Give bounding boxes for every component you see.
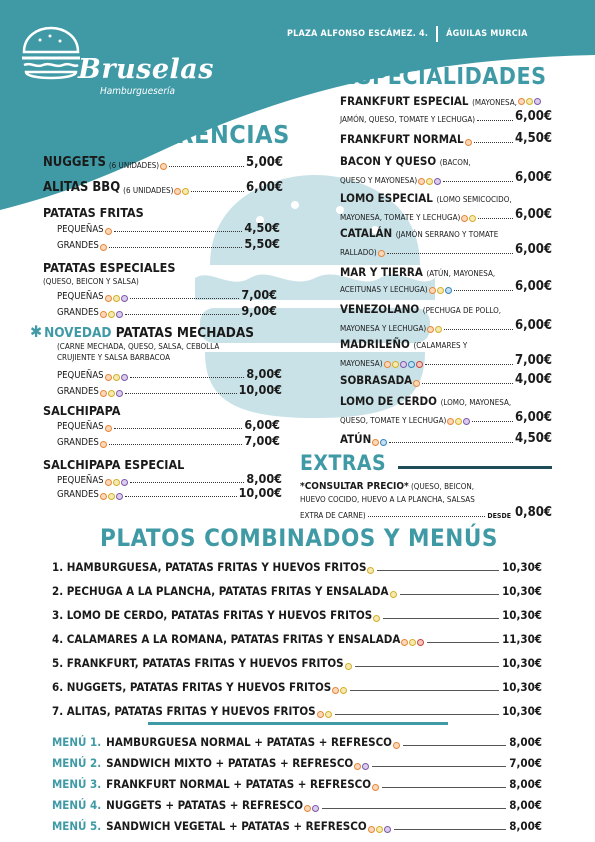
sugerencias-title: SUGERENCIAS: [106, 120, 290, 149]
leader-line: [322, 808, 506, 809]
leader-dots: [444, 329, 513, 330]
allergen-icon: [469, 215, 476, 222]
allergen-icon: [368, 826, 375, 833]
patatas-fritas-heading: PATATAS FRITAS: [43, 205, 144, 220]
item-detail: MAYONESA, TOMATE Y LECHUGA): [340, 213, 461, 222]
allergen-icon: [105, 295, 112, 302]
allergen-icon: [105, 228, 112, 235]
leader-line: [355, 666, 499, 667]
item-price: 10,30€: [502, 584, 542, 598]
patatas-especiales-heading: PATATAS ESPECIALES: [43, 260, 176, 275]
menu-label: MENÚ 1.: [52, 735, 102, 749]
item-detail: (MAYONESA,: [472, 98, 517, 107]
item-price: 10,30€: [502, 680, 542, 694]
item-price: 6,00€: [515, 279, 552, 294]
menu-1: [52, 735, 542, 749]
leader-dots: [125, 393, 237, 394]
leader-line: [372, 766, 506, 767]
allergen-icon: [413, 380, 420, 387]
extras-desde: DESDE: [487, 512, 511, 520]
item-detail: QUESO Y MAYONESA): [340, 176, 418, 185]
menu-item-alitas: [43, 180, 283, 195]
item-name: SOBRASADA: [340, 373, 413, 387]
novedad-heading: [30, 322, 254, 341]
combo-label: 6. NUGGETS, PATATAS FRITAS Y HUEVOS FRITOS: [52, 680, 332, 694]
leader-line: [382, 787, 506, 788]
item-price: 6,00€: [246, 180, 283, 195]
leader-dots: [109, 247, 243, 248]
esp-madrileno-heading: [340, 337, 467, 351]
allergen-icon: [384, 361, 391, 368]
allergen-icon: [304, 805, 311, 812]
leader-dots: [478, 218, 513, 219]
item-price: 10,30€: [502, 560, 542, 574]
esp-lomo-especial: [340, 207, 552, 222]
item-name: FRANKFURT NORMAL: [340, 132, 464, 146]
bruselas-logo: [16, 18, 215, 98]
item-price: 10,30€: [502, 704, 542, 718]
combo-label: 3. LOMO DE CERDO, PATATAS FRITAS Y HUEVOS FRITOS: [52, 608, 373, 622]
allergen-icon: [418, 178, 425, 185]
menu-4: [52, 798, 542, 812]
item-detail: ACEITUNAS Y LECHUGA): [340, 285, 428, 294]
item-price: 9,00€: [241, 303, 277, 318]
leader-dots: [125, 314, 240, 315]
item-price: 6,00€: [244, 417, 280, 432]
item-price: 10,00€: [238, 485, 282, 500]
combo-item-5: [52, 656, 542, 670]
salchipapa-especial-pequenas: [57, 471, 282, 486]
item-price: 8,00€: [246, 471, 282, 486]
item-name: FRANKFURT ESPECIAL: [340, 94, 469, 108]
item-detail: (PECHUGA DE POLLO,: [422, 306, 502, 315]
leader-line: [394, 829, 507, 830]
allergen-icon: [116, 493, 123, 500]
allergen-icon: [100, 311, 107, 318]
patatas-especiales-grandes: [57, 303, 277, 318]
item-price: 0,80€: [515, 505, 552, 520]
address-bar: [287, 26, 528, 42]
item-detail: (LOMO, MAYONESA,: [440, 398, 512, 407]
combo-item-4: [52, 632, 542, 646]
item-price: 11,30€: [502, 632, 542, 646]
combo-label: 5. FRANKFURT, PATATAS FRITAS Y HUEVOS FRITOS: [52, 656, 344, 670]
esp-lomo-cerdo: [340, 410, 552, 425]
allergen-icon: [108, 311, 115, 318]
allergen-icon: [380, 439, 387, 446]
item-price: 7,00€: [241, 287, 277, 302]
menu-label: MENÚ 3.: [52, 777, 102, 791]
item-price: 6,00€: [515, 410, 552, 425]
extras-line-3: [300, 505, 552, 520]
address-separator: [436, 26, 438, 42]
combo-label: 1. HAMBURGUESA, PATATAS FRITAS Y HUEVOS FRITOS: [52, 560, 367, 574]
allergen-icon: [376, 826, 383, 833]
item-price: 6,00€: [515, 170, 552, 185]
esp-lomo-especial-heading: [340, 191, 512, 205]
leader-dots: [130, 298, 240, 299]
item-name: LOMO DE CERDO: [340, 394, 437, 408]
menu-desc: NUGGETS + PATATAS + REFRESCO: [106, 798, 304, 812]
salchipapa-heading: SALCHIPAPA: [43, 403, 121, 418]
item-price: 5,00€: [246, 155, 283, 170]
esp-sobrasada: [340, 372, 552, 387]
menu-3: [52, 777, 542, 791]
allergen-icon: [401, 639, 408, 646]
extras-consultar: *CONSULTAR PRECIO*: [300, 481, 409, 492]
salchipapa-especial-grandes: [57, 485, 282, 500]
allergen-icon: [100, 244, 107, 251]
item-detail: (ATÚN, MAYONESA,: [426, 269, 496, 278]
allergen-icon: [362, 763, 369, 770]
allergen-icon: [100, 441, 107, 448]
leader-line: [400, 594, 500, 595]
item-detail: JAMÓN, QUESO, TOMATE Y LECHUGA): [340, 115, 476, 124]
patatas-especiales-pequenas: [57, 287, 277, 302]
allergen-icon: [445, 287, 452, 294]
item-price: 8,00€: [246, 366, 282, 381]
menu-desc: HAMBURGUESA NORMAL + PATATAS + REFRESCO: [106, 735, 392, 749]
leader-dots: [114, 231, 243, 232]
item-name: VENEZOLANO: [340, 302, 420, 316]
item-price: 10,30€: [502, 608, 542, 622]
item-price: 10,30€: [502, 656, 542, 670]
item-name: PATATAS MECHADAS: [115, 325, 255, 341]
allergen-icon: [400, 361, 407, 368]
item-name: MAR Y TIERRA: [340, 265, 423, 279]
novedad-detail-2: CRUJIENTE Y SALSA BARBACOA: [57, 353, 170, 362]
leader-dots: [389, 442, 513, 443]
extras-line-1: [300, 481, 474, 492]
item-name: CATALÁN: [340, 226, 393, 240]
leader-dots: [472, 421, 513, 422]
burger-logo-icon: [16, 18, 86, 88]
allergen-icon: [182, 188, 189, 195]
esp-lomo-cerdo-heading: [340, 394, 511, 408]
leader-line: [403, 745, 506, 746]
allergen-icon: [434, 178, 441, 185]
esp-madrileno: [340, 353, 552, 368]
combo-item-2: [52, 584, 542, 598]
allergen-icon: [116, 311, 123, 318]
size-label: PEQUEÑAS: [57, 370, 104, 381]
esp-catalan: [340, 242, 552, 257]
esp-bacon-queso-heading: [340, 154, 471, 168]
allergen-icon: [429, 287, 436, 294]
combo-label: 4. CALAMARES A LA ROMANA, PATATAS FRITAS Y ENSALADA: [52, 632, 401, 646]
novedad-tag: NOVEDAD: [44, 325, 112, 341]
allergen-icon: [105, 374, 112, 381]
allergen-icon: [390, 591, 397, 598]
leader-dots: [191, 191, 244, 192]
esp-bacon-queso: [340, 170, 552, 185]
allergen-icon: [392, 361, 399, 368]
item-detail: (6 UNIDADES): [123, 186, 174, 195]
patatas-fritas-pequenas: [57, 220, 280, 235]
item-price: 8,00€: [509, 798, 542, 812]
leader-dots: [109, 444, 243, 445]
allergen-icon: [372, 784, 379, 791]
item-detail: MAYONESA Y LECHUGA): [340, 324, 427, 333]
size-label: GRANDES: [57, 307, 99, 318]
allergen-icon: [408, 361, 415, 368]
logo-brand: Bruselas: [78, 54, 215, 85]
salchipapa-pequenas: [57, 417, 280, 432]
item-name: BACON Y QUESO: [340, 154, 437, 168]
combo-item-6: [52, 680, 542, 694]
allergen-icon: [435, 326, 442, 333]
platos-title: PLATOS COMBINADOS Y MENÚS: [100, 524, 498, 552]
allergen-icon: [518, 98, 525, 105]
size-label: PEQUEÑAS: [57, 291, 104, 302]
patatas-especiales-detail: (QUESO, BEICON Y SALSA): [43, 277, 139, 286]
item-name: MADRILEÑO: [340, 337, 410, 351]
extras-detail: (QUESO, BEICON,: [410, 482, 475, 491]
item-detail: (LOMO SEMICOCIDO,: [436, 195, 512, 204]
leader-dots: [477, 120, 513, 121]
leader-dots: [474, 142, 513, 143]
leader-dots: [387, 253, 513, 254]
item-detail: (6 UNIDADES): [108, 161, 160, 170]
allergen-icon: [121, 295, 128, 302]
size-label: PEQUEÑAS: [57, 421, 104, 432]
leader-dots: [368, 516, 486, 517]
address-city: ÁGUILAS MURCIA: [446, 29, 528, 39]
allergen-icon: [113, 374, 120, 381]
esp-frankfurt-especial-heading: [340, 94, 541, 108]
menu-desc: SANDWICH MIXTO + PATATAS + REFRESCO: [106, 756, 354, 770]
leader-line: [383, 618, 499, 619]
menu-label: MENÚ 4.: [52, 798, 102, 812]
allergen-icon: [465, 139, 472, 146]
allergen-icon: [463, 418, 470, 425]
menu-desc: FRANKFURT NORMAL + PATATAS + REFRESCO: [106, 777, 372, 791]
combo-item-3: [52, 608, 542, 622]
novedad-detail-1: (CARNE MECHADA, QUESO, SALSA, CEBOLLA: [57, 342, 220, 351]
leader-dots: [130, 377, 245, 378]
allergen-icon: [373, 615, 380, 622]
allergen-icon: [427, 326, 434, 333]
item-price: 6,00€: [515, 207, 552, 222]
item-price: 4,50€: [515, 431, 552, 446]
item-price: 4,50€: [244, 220, 280, 235]
menu-2: [52, 756, 542, 770]
extras-title: EXTRAS: [300, 451, 387, 475]
allergen-icon: [325, 711, 332, 718]
item-price: 5,50€: [244, 236, 280, 251]
esp-frankfurt-especial: [340, 109, 552, 124]
item-detail: RALLADO): [340, 248, 377, 257]
allergen-icon: [447, 418, 454, 425]
salchipapa-especial-heading: SALCHIPAPA ESPECIAL: [43, 457, 185, 472]
item-price: 4,50€: [515, 131, 552, 146]
item-detail: (BACON,: [439, 158, 471, 167]
leader-line: [427, 642, 499, 643]
item-price: 6,00€: [515, 242, 552, 257]
logo-tagline: Hamburguesería: [100, 86, 176, 97]
item-price: 6,00€: [515, 109, 552, 124]
leader-line: [377, 570, 499, 571]
leader-dots: [114, 428, 243, 429]
item-price: 7,00€: [244, 433, 280, 448]
leader-dots: [443, 181, 513, 182]
esp-venezolano: [340, 318, 552, 333]
item-name: LOMO ESPECIAL: [340, 191, 433, 205]
especialidades-title: ESPECIALIDADES: [342, 64, 547, 90]
allergen-icon: [354, 763, 361, 770]
allergen-icon: [345, 663, 352, 670]
menu-desc: SANDWICH VEGETAL + PATATAS + REFRESCO: [106, 819, 367, 833]
esp-mar-tierra-heading: [340, 265, 495, 279]
allergen-icon: [121, 374, 128, 381]
star-icon: ✱: [30, 322, 43, 341]
esp-mar-tierra: [340, 279, 552, 294]
allergen-icon: [100, 390, 107, 397]
allergen-icon: [455, 418, 462, 425]
size-label: GRANDES: [57, 489, 99, 500]
allergen-icon: [340, 687, 347, 694]
leader-dots: [130, 482, 245, 483]
novedad-pequenas: [57, 366, 282, 381]
menus-divider: [148, 722, 448, 725]
item-price: 6,00€: [515, 318, 552, 333]
allergen-icon: [332, 687, 339, 694]
item-detail: MAYONESA): [340, 359, 383, 368]
allergen-icon: [416, 361, 423, 368]
menu-label: MENÚ 5.: [52, 819, 102, 833]
size-label: GRANDES: [57, 437, 99, 448]
allergen-icon: [409, 639, 416, 646]
item-detail: QUESO, TOMATE Y LECHUGA): [340, 416, 447, 425]
allergen-icon: [160, 163, 167, 170]
allergen-icon: [372, 439, 379, 446]
address-street: PLAZA ALFONSO ESCÁMEZ. 4.: [287, 29, 429, 39]
allergen-icon: [461, 215, 468, 222]
allergen-icon: [100, 493, 107, 500]
item-price: 8,00€: [509, 735, 542, 749]
item-price: 10,00€: [238, 382, 282, 397]
allergen-icon: [426, 178, 433, 185]
size-label: PEQUEÑAS: [57, 224, 104, 235]
item-name: ALITAS BBQ: [43, 180, 121, 195]
menu-label: MENÚ 2.: [52, 756, 102, 770]
novedad-grandes: [57, 382, 282, 397]
combo-item-1: [52, 560, 542, 574]
item-price: 7,00€: [509, 756, 542, 770]
allergen-icon: [393, 742, 400, 749]
leader-dots: [125, 496, 237, 497]
size-label: GRANDES: [57, 386, 99, 397]
leader-dots: [422, 383, 513, 384]
item-detail: (JAMÓN SERRANO Y TOMATE: [395, 230, 499, 239]
esp-catalan-heading: [340, 226, 498, 240]
extras-line-2: HUEVO COCIDO, HUEVO A LA PLANCHA, SALSAS: [300, 495, 475, 504]
esp-frankfurt-normal: [340, 131, 552, 146]
size-label: PEQUEÑAS: [57, 475, 104, 486]
leader-dots: [425, 364, 513, 365]
allergen-icon: [105, 425, 112, 432]
item-name: NUGGETS: [43, 155, 106, 170]
patatas-fritas-grandes: [57, 236, 280, 251]
item-price: 4,00€: [515, 372, 552, 387]
extras-divider: [398, 466, 552, 469]
leader-line: [335, 714, 499, 715]
allergen-icon: [113, 295, 120, 302]
allergen-icon: [534, 98, 541, 105]
salchipapa-grandes: [57, 433, 280, 448]
allergen-icon: [116, 390, 123, 397]
allergen-icon: [174, 188, 181, 195]
allergen-icon: [437, 287, 444, 294]
item-detail: (CALAMARES Y: [413, 341, 468, 350]
leader-dots: [169, 166, 244, 167]
item-price: 8,00€: [509, 819, 542, 833]
allergen-icon: [378, 250, 385, 257]
item-price: 8,00€: [509, 777, 542, 791]
combo-label: 2. PECHUGA A LA PLANCHA, PATATAS FRITAS Y ENSALADA: [52, 584, 389, 598]
extras-detail: EXTRA DE CARNE): [300, 511, 366, 520]
size-label: GRANDES: [57, 240, 99, 251]
leader-line: [350, 690, 499, 691]
combo-item-7: [52, 704, 542, 718]
combo-label: 7. ALITAS, PATATAS FRITAS Y HUEVOS FRITOS: [52, 704, 316, 718]
leader-dots: [454, 290, 513, 291]
allergen-icon: [384, 826, 391, 833]
menu-5: [52, 819, 542, 833]
allergen-icon: [526, 98, 533, 105]
allergen-icon: [417, 639, 424, 646]
menu-item-nuggets: [43, 155, 283, 170]
esp-atun: [340, 431, 552, 446]
allergen-icon: [108, 493, 115, 500]
item-price: 7,00€: [515, 353, 552, 368]
allergen-icon: [108, 390, 115, 397]
allergen-icon: [312, 805, 319, 812]
item-name: ATÚN: [340, 432, 372, 446]
esp-venezolano-heading: [340, 302, 501, 316]
allergen-icon: [367, 567, 374, 574]
allergen-icon: [317, 711, 324, 718]
